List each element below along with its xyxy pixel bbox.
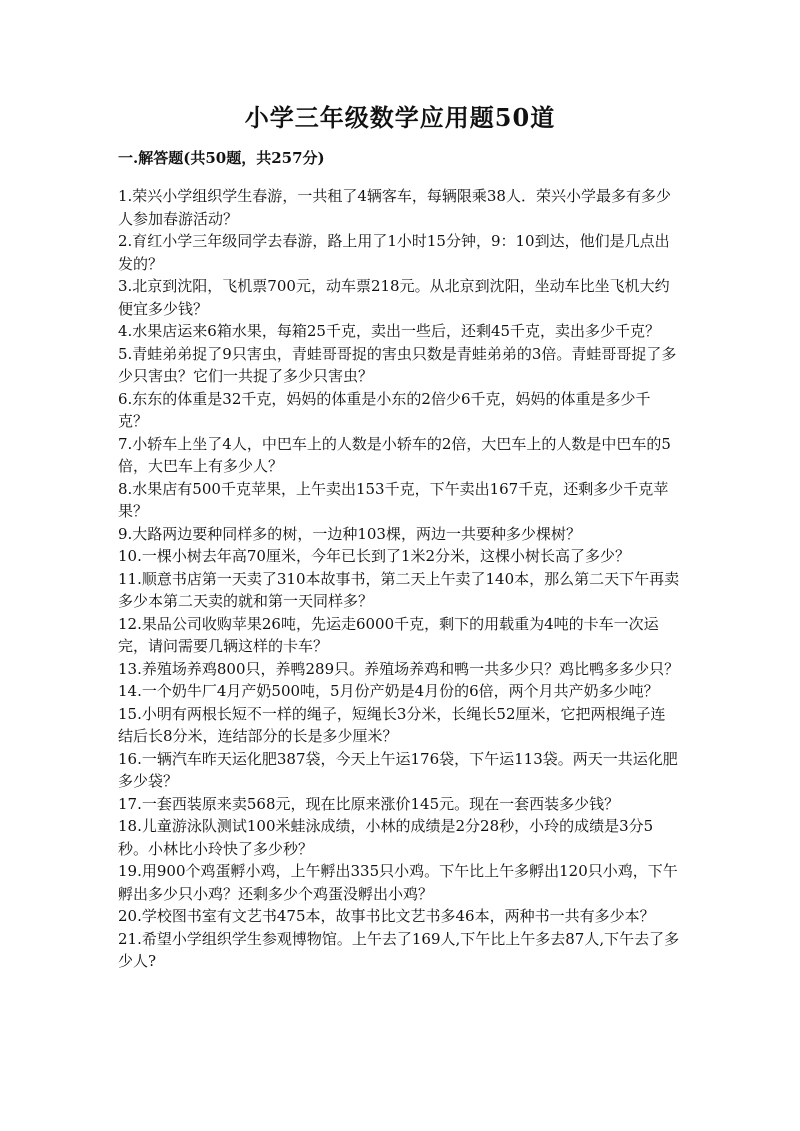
question-item: 7.小轿车上坐了4人，中巴车上的人数是小轿车的2倍，大巴车上的人数是中巴车的5倍，大巴车上有多少人？ xyxy=(118,434,671,475)
question-item: 12.果品公司收购苹果26吨，先运走6000千克，剩下的用载重为4吨的卡车一次运完，请问需要几辆这样的卡车？ xyxy=(118,614,659,655)
question-item: 16.一辆汽车昨天运化肥387袋，今天上午运176袋，下午运113袋。两天一共运化肥多少袋？ xyxy=(118,749,678,790)
question-item: 18.儿童游泳队测试100米蛙泳成绩，小林的成绩是2分28秒，小玲的成绩是3分5秒。小林比小玲快了多少秒？ xyxy=(118,817,654,858)
question-item: 20.学校图书室有文艺书475本，故事书比文艺书多46本，两种书一共有多少本？ xyxy=(118,907,655,925)
question-item: 5.青蛙弟弟捉了9只害虫，青蛙哥哥捉的害虫只数是青蛙弟弟的3倍。青蛙哥哥捉了多少只害虫？它们一共捉了多少只害虫？ xyxy=(118,344,677,385)
question-item: 3.北京到沈阳，飞机票700元，动车票218元。从北京到沈阳，坐动车比坐飞机大约便宜多少钱？ xyxy=(118,277,670,318)
question-item: 4.水果店运来6箱水果，每箱25千克，卖出一些后，还剩45千克，卖出多少千克？ xyxy=(118,322,661,340)
question-item: 19.用900个鸡蛋孵小鸡，上午孵出335只小鸡。下午比上午多孵出120只小鸡，下午孵出多少只小鸡？还剩多少个鸡蛋没孵出小鸡？ xyxy=(118,862,678,903)
question-list xyxy=(118,185,680,973)
question-item: 17.一套西装原来卖568元，现在比原来涨价145元。现在一套西装多少钱？ xyxy=(118,794,620,813)
question-item: 13.养殖场养鸡800只，养鸭289只。养殖场养鸡和鸭一共多少只？鸡比鸭多多少只？ xyxy=(118,659,680,678)
question-item: 2.育红小学三年级同学去春游，路上用了1小时15分钟，9：10到达，他们是几点出发的？ xyxy=(118,232,670,273)
question-item: 10.一棵小树去年高70厘米，今年已长到了1米2分米，这棵小树长高了多少？ xyxy=(118,547,631,565)
question-item: 1.荣兴小学组织学生春游，一共租了4辆客车，每辆限乘38人．荣兴小学最多有多少人参加春游活动？ xyxy=(118,187,671,228)
question-item: 6.东东的体重是32千克，妈妈的体重是小东的2倍少6千克，妈妈的体重是多少千克？ xyxy=(118,389,651,430)
question-item: 15.小明有两根长短不一样的绳子，短绳长3分米，长绳长52厘米，它把两根绳子连结后长8分米，连结部分的长是多少厘米？ xyxy=(118,704,666,745)
question-item: 14.一个奶牛厂4月产奶500吨，5月份产奶是4月份的6倍，两个月共产奶多少吨？ xyxy=(118,682,659,700)
question-item: 9.大路两边要种同样多的树，一边种103棵，两边一共要种多少棵树？ xyxy=(118,524,581,543)
question-item: 11.顺意书店第一天卖了310本故事书，第二天上午卖了140本，那么第二天下午再卖多少本第二天卖的就和第一天同样多？ xyxy=(118,569,680,610)
question-item: 8.水果店有500千克苹果，上午卖出153千克，下午卖出167千克，还剩多少千克苹果？ xyxy=(118,479,669,520)
question-item: 21.希望小学组织学生参观博物馆。上午去了169人,下午比上午多去87人,下午去了多少人? xyxy=(118,929,680,970)
document-title: 小学三年级数学应用题50道 xyxy=(244,103,556,132)
section-heading: 一.解答题(共50题，共257分) xyxy=(118,149,325,167)
